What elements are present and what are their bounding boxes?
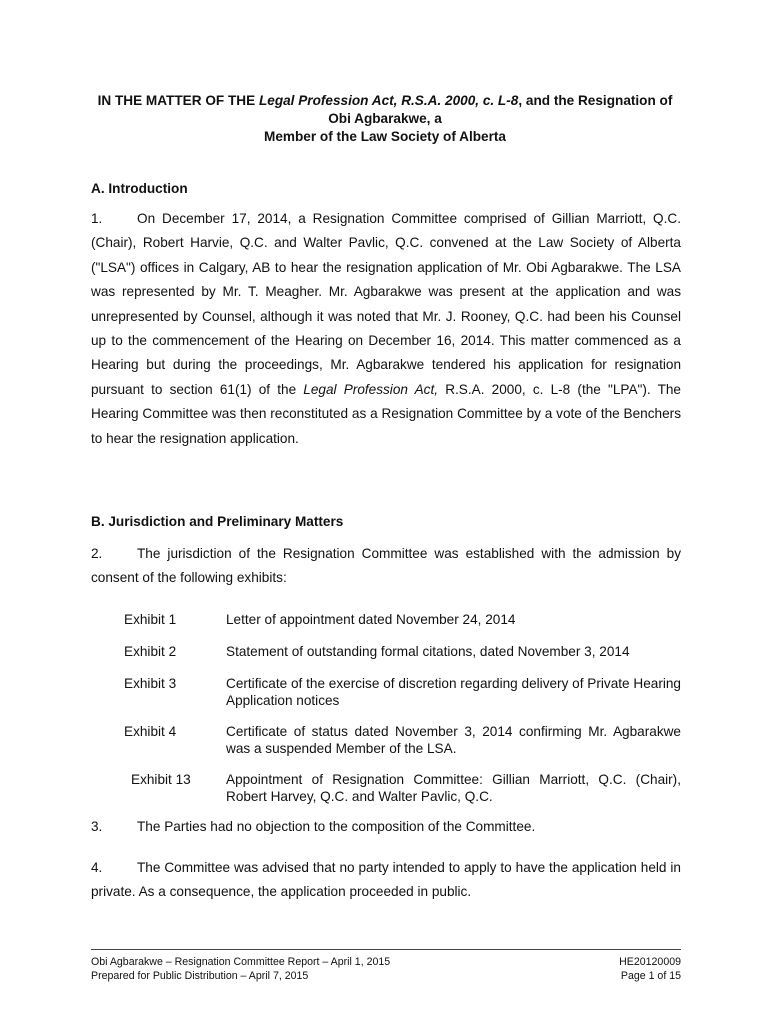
paragraph-4: 4. The Committee was advised that no party intended to apply to have the application held in private. As a consequence, the application proceeded in public. (91, 856, 681, 905)
footer-report-title: Obi Agbarakwe – Resignation Committee Report – April 1, 2015 (91, 956, 391, 968)
footer-distribution-note: Prepared for Public Distribution – April 7, 2015 (91, 970, 309, 982)
exhibit-label: Exhibit 3 (124, 676, 177, 691)
paragraph-1: 1. On December 17, 2014, a Resignation Committee comprised of Gillian Marriott, Q.C.(Chair), Robert Harvie, Q.C. and Walter Pavlic, Q.C. convened at the Law Society of Alberta ("LSA") offices in Calgary, AB to hear the resignation application of Mr. Obi Agbarakwe. The LSA was represented by Mr. T. Meagher. Mr. Agbarakwe was present at the application and was unrepresented by Counsel, although it was noted that Mr. J. Rooney, Q.C. had been his Counsel up to the commencement of the Hearing on December 16, 2014. This matter commenced as a Hearing but during the proceedings, Mr. Agbarakwe tendered his application for resignation pursuant to section 61(1) of the Legal Profession Act, R.S.A. 2000, c. L-8 (the "LPA"). The Hearing Committee was then reconstituted as a Resignation Committee by a vote of the Benchers to hear the resignation application. (91, 207, 681, 451)
paragraph-number: 1. (91, 211, 103, 226)
exhibit-description: Certificate of the exercise of discretion regarding delivery of Private Hearing Application notices (226, 676, 681, 708)
footer-divider (91, 949, 681, 950)
paragraph-3: 3. The Parties had no objection to the composition of the Committee. (91, 815, 681, 839)
exhibit-description: Statement of outstanding formal citations, dated November 3, 2014 (226, 644, 630, 659)
section-a-heading: A. Introduction (91, 181, 188, 196)
page-footer (91, 955, 681, 983)
paragraph-number: 3. (91, 819, 103, 834)
paragraph-2: 2. The jurisdiction of the Resignation Committee was established with the admission by consent of the following exhibits: (91, 542, 681, 591)
title-line-1: IN THE MATTER OF THE Legal Profession Act, R.S.A. 2000, c. L-8, and the Resignation of (97, 93, 673, 108)
exhibit-label: Exhibit 2 (124, 644, 177, 659)
paragraph-number: 2. (91, 546, 103, 561)
exhibit-label: Exhibit 1 (124, 612, 177, 627)
page-number: Page 1 of 15 (620, 970, 681, 982)
exhibit-label: Exhibit 13 (131, 772, 191, 787)
title-act-name: Legal Profession Act, R.S.A. 2000, c. L-8 (258, 93, 519, 108)
title-line-2: Obi Agbarakwe, a (328, 111, 442, 126)
exhibit-label: Exhibit 4 (124, 724, 177, 739)
exhibit-description: Appointment of Resignation Committee: Gillian Marriott, Q.C. (Chair), Robert Harvey, Q.C. and Walter Pavlic, Q.C. (226, 772, 681, 804)
exhibit-description: Letter of appointment dated November 24, 2014 (226, 612, 516, 627)
document-title (40, 92, 730, 146)
title-line-3: Member of the Law Society of Alberta (264, 129, 506, 144)
footer-right (619, 955, 681, 983)
section-b-heading: B. Jurisdiction and Preliminary Matters (91, 514, 344, 529)
exhibit-description: Certificate of status dated November 3, 2014 confirming Mr. Agbarakwe was a suspended Member of the LSA. (226, 724, 681, 756)
file-number: HE20120009 (619, 956, 681, 968)
act-name: Legal Profession Act, (303, 381, 439, 397)
paragraph-number: 4. (91, 860, 103, 875)
